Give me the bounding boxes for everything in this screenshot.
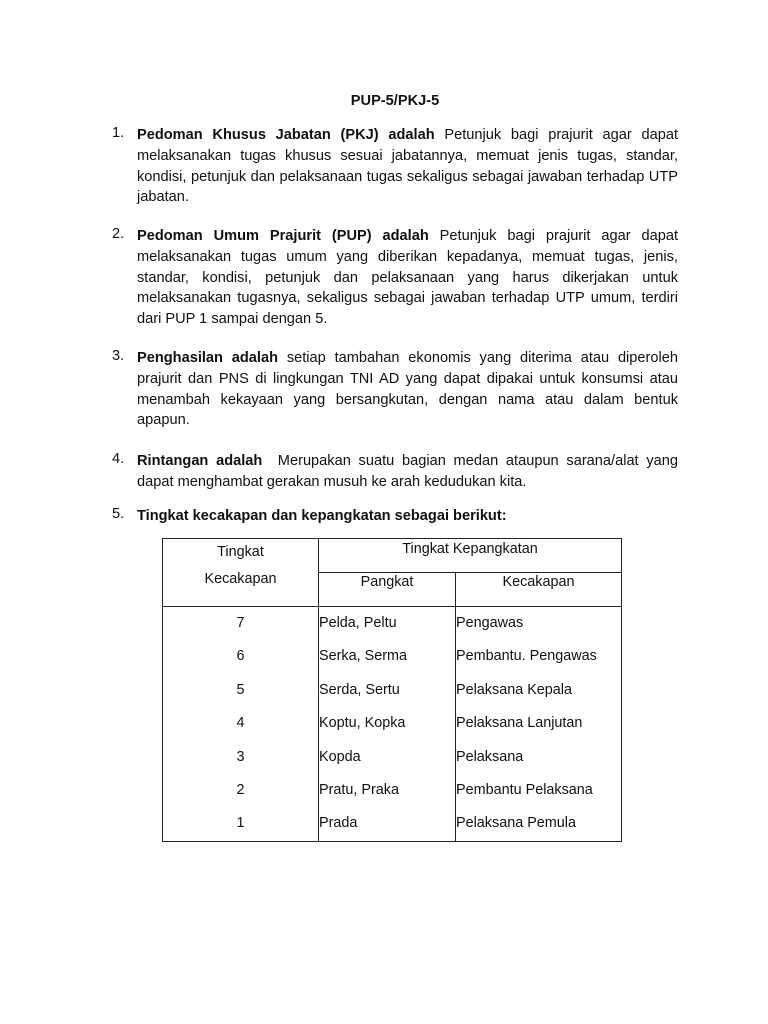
level-cell: 1 [236, 815, 245, 832]
table-header-row [163, 539, 622, 573]
kecakapan-cell: Pelaksana [456, 748, 524, 765]
list-item-text: setiap tambahan ekonomis yang diterima atau diperoleh prajurit dan PNS di lingkungan TNI AD yang dapat dipakai untuk konsumsi atau menambah kekayaan yang bersangkutan, dengan nama atau dalam bentuk apapun. [137, 350, 678, 429]
level-cell: 5 [236, 681, 245, 698]
list-item-body [137, 348, 678, 431]
header-tingkat-kecakapan [163, 539, 319, 607]
list-item [112, 506, 678, 527]
pangkat-cell: Prada [319, 815, 358, 832]
list-item-number: 2. [112, 226, 125, 242]
header-kecakapan-label: Kecakapan [502, 574, 575, 590]
kecakapan-cell: Pengawas [456, 615, 524, 631]
list-item-term: Rintangan adalah [137, 453, 263, 469]
list-item [112, 348, 678, 431]
list-item-term: Pedoman Khusus Jabatan (PKJ) adalah [137, 127, 435, 143]
pangkat-cell: Koptu, Kopka [319, 715, 406, 732]
pangkat-column [319, 607, 456, 842]
header-kepangkatan-label: Tingkat Kepangkatan [402, 541, 538, 557]
kecakapan-cell: Pembantu Pelaksana [456, 781, 593, 798]
list-item-number: 4. [112, 451, 125, 467]
header-pangkat-label: Pangkat [360, 574, 414, 590]
pangkat-cell: Serda, Sertu [319, 681, 400, 698]
header-tingkat-kepangkatan [319, 539, 622, 573]
table-body-row [163, 607, 622, 842]
pangkat-cell: Pratu, Praka [319, 781, 399, 798]
list-item [112, 125, 678, 208]
kecakapan-cell: Pembantu. Pengawas [456, 648, 597, 665]
kecakapan-cell: Pelaksana Lanjutan [456, 715, 583, 732]
list-item-body [137, 226, 678, 330]
pangkat-cell: Kopda [319, 748, 361, 765]
list-item-term: Tingkat kecakapan dan kepangkatan sebagai berikut: [137, 508, 507, 524]
level-cell: 4 [236, 715, 245, 732]
header-tingkat-line2: Kecakapan [204, 571, 277, 587]
list-item-term: Pedoman Umum Prajurit (PUP) adalah [137, 228, 429, 244]
pangkat-cell: Serka, Serma [319, 648, 407, 665]
list-item-text: Merupakan suatu bagian medan ataupun sarana/alat yang dapat menghambat gerakan musuh ke arah kedudukan kita. [137, 453, 683, 490]
list-item-body [137, 506, 678, 527]
kecakapan-column [456, 607, 622, 842]
header-tingkat-line1: Tingkat [217, 544, 264, 560]
list-item-number: 1. [112, 125, 125, 141]
level-cell: 2 [236, 781, 245, 798]
level-column [163, 607, 319, 842]
rank-table [162, 538, 622, 842]
kecakapan-cell: Pelaksana Kepala [456, 681, 573, 698]
level-cell: 3 [236, 748, 245, 765]
list-item-number: 5. [112, 506, 125, 522]
header-pangkat [319, 573, 456, 607]
level-cell: 6 [236, 648, 245, 665]
kecakapan-cell: Pelaksana Pemula [456, 815, 576, 832]
list-item [112, 226, 678, 330]
list-item [112, 451, 683, 493]
level-cell: 7 [236, 615, 245, 631]
list-item-text: Petunjuk bagi prajurit agar dapat melaksanakan tugas umum yang diberikan kepadanya, memuat tugas, jenis, standar, kondisi, petunjuk dan pelaksanaan yang harus dikerjakan untuk melaksanakan tugasnya, sekaligus sebagai jawaban terhadap UTP umum, terdiri dari PUP 1 sampai dengan 5. [137, 228, 678, 328]
list-item-text: Petunjuk bagi prajurit agar dapat melaksanakan tugas khusus sesuai jabatannya, memuat jenis tugas, standar, kondisi, petunjuk dan pelaksanaan tugas sekaligus sebagai jawaban terhadap UTP jabatan. [137, 127, 678, 206]
list-item-number: 3. [112, 348, 125, 364]
pangkat-cell: Pelda, Peltu [319, 615, 397, 631]
list-item-body [137, 451, 683, 493]
list-item-term: Penghasilan adalah [137, 350, 279, 366]
list-item-body [137, 125, 678, 208]
document-title: PUP-5/PKJ-5 [350, 93, 440, 109]
header-kecakapan [456, 573, 622, 607]
